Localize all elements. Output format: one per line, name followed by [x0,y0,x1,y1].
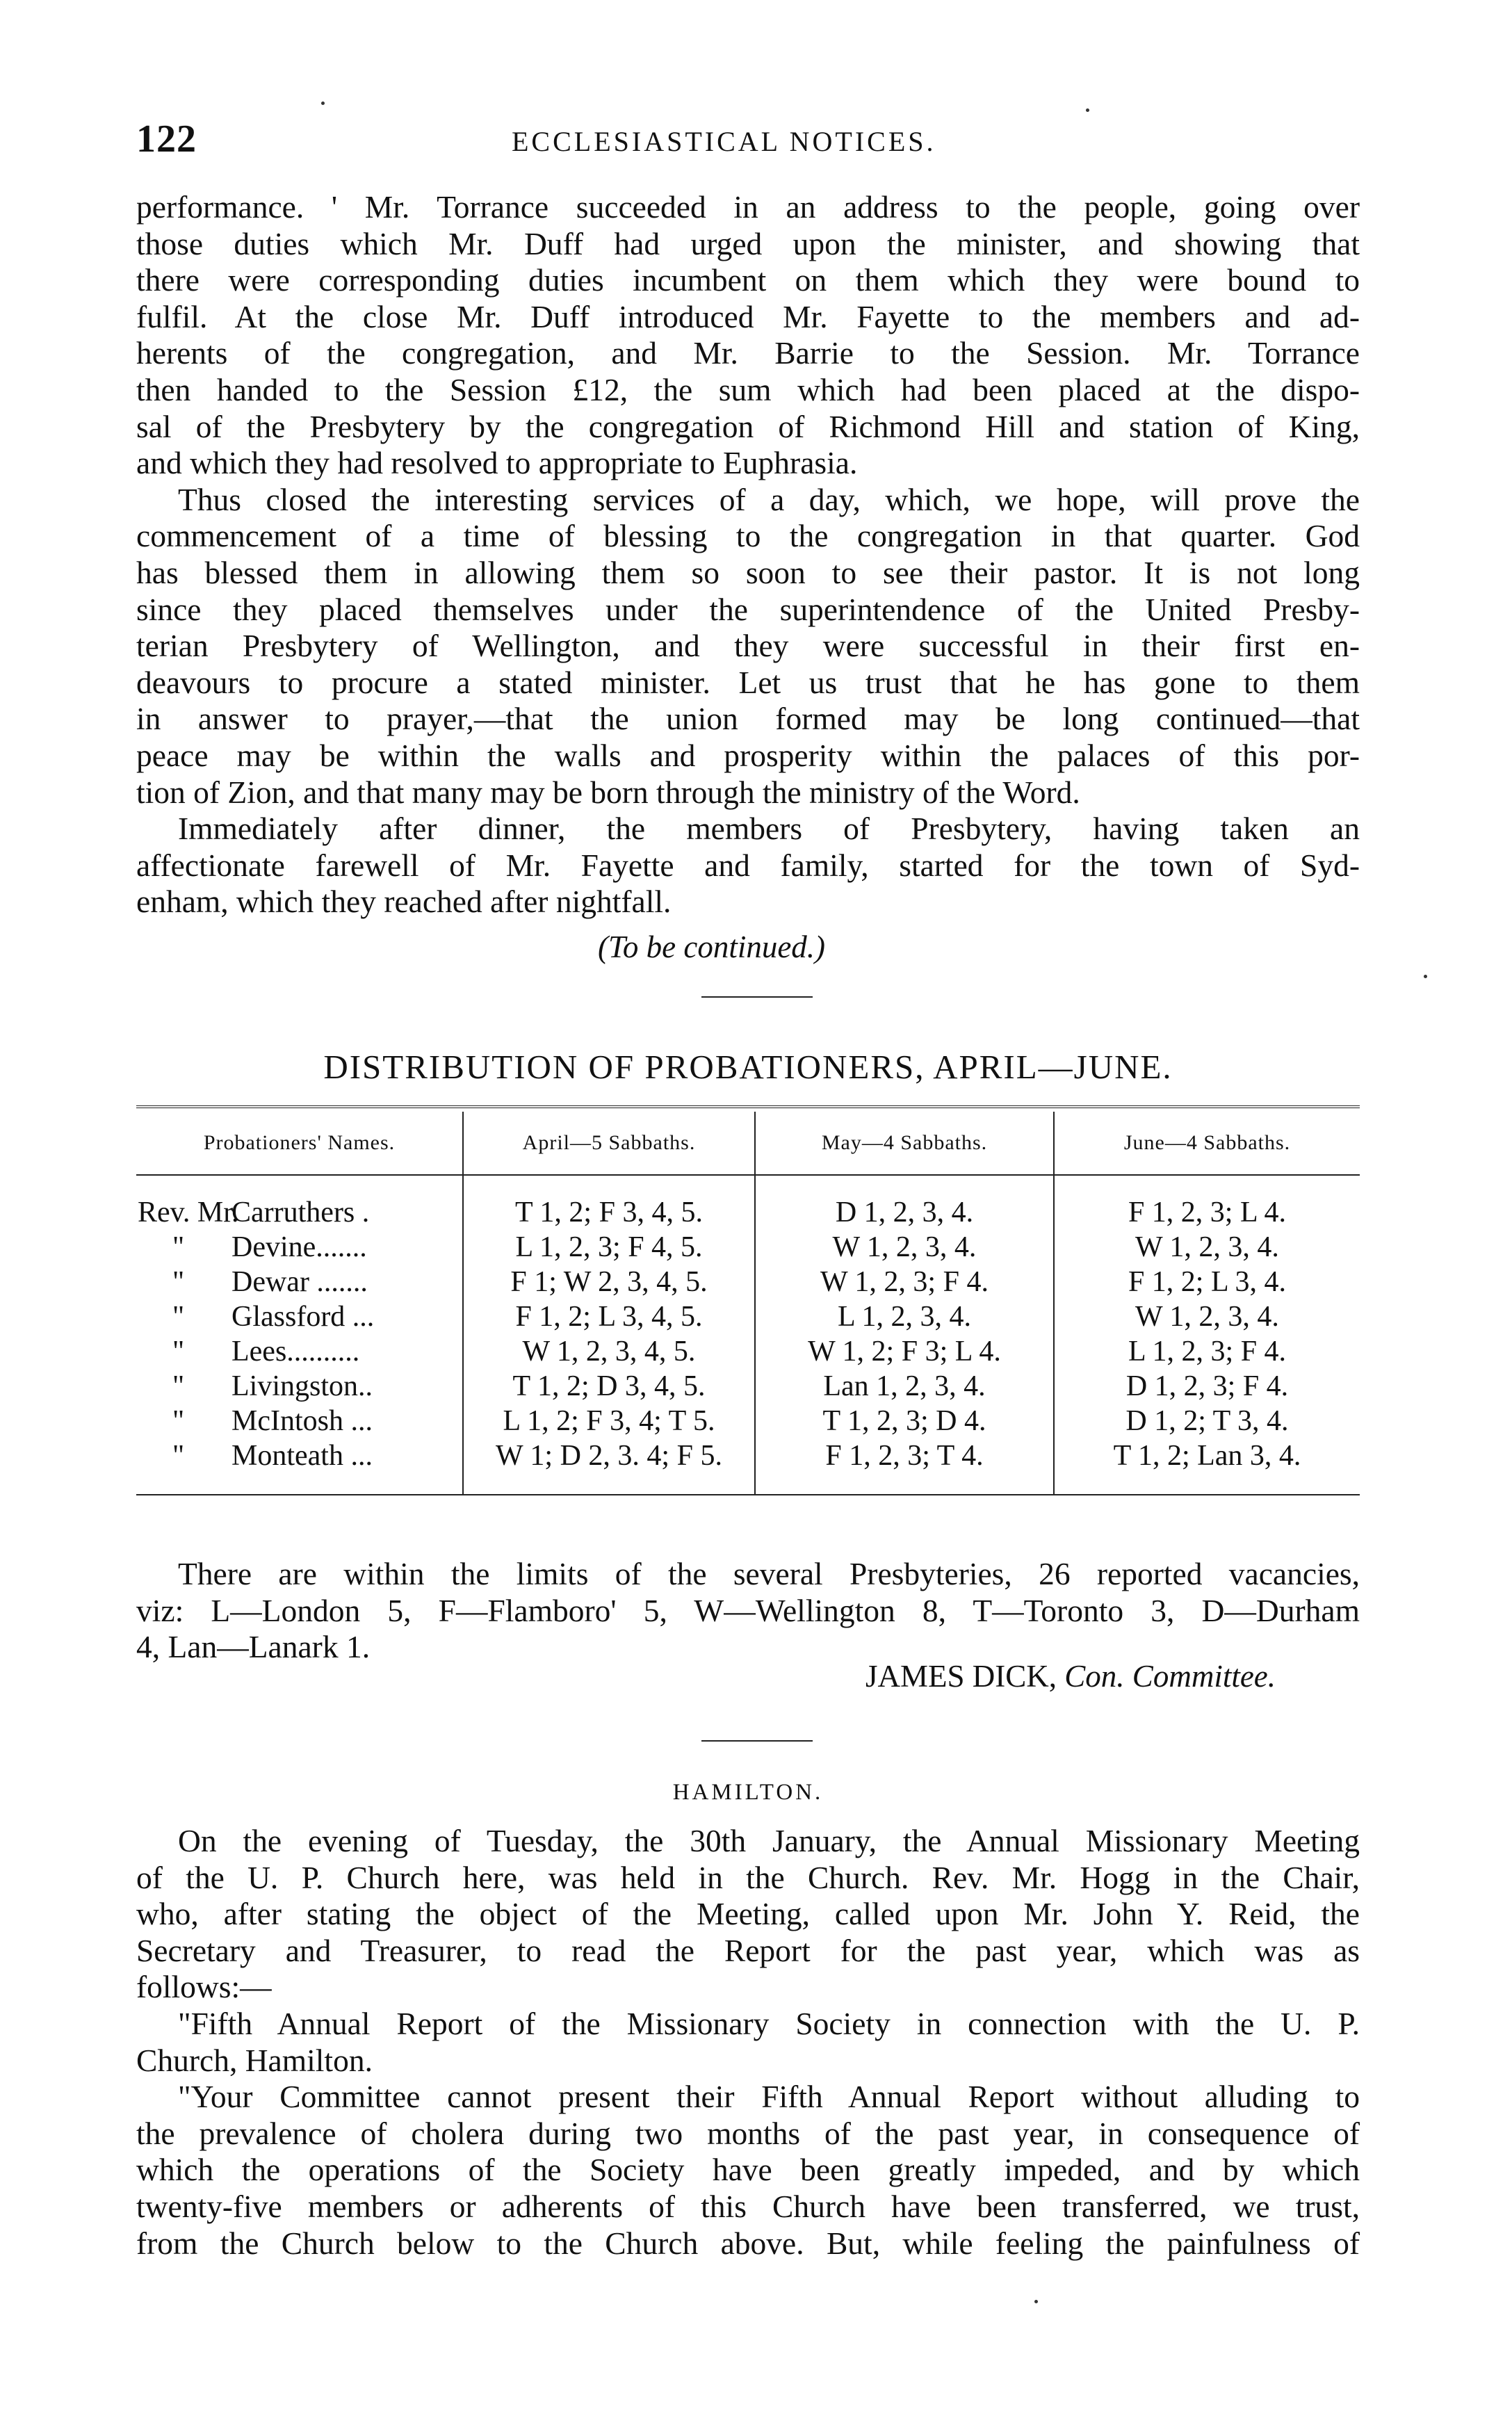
table-row [136,1369,1360,1404]
name-text: Glassford ... [231,1301,375,1333]
probationer-name [136,1334,463,1369]
print-speck [321,102,325,105]
text-line: the prevalence of cholera during two months of the past year, in consequence of [136,2115,1360,2151]
print-speck [1086,108,1089,112]
print-speck [1034,2300,1038,2303]
name-text: Dewar ....... [231,1266,368,1298]
to-be-continued: (To be continued.) [598,930,826,964]
june-cell: F 1, 2, 3; L 4. [1054,1175,1360,1230]
print-speck [1424,975,1427,978]
signature-name: JAMES DICK, [865,1659,1057,1694]
header-names: Probationers' Names. [136,1112,463,1175]
paragraph-3 [136,811,1360,920]
text-line: "Your Committee cannot present their Fifth Annual Report without alluding to [178,2079,1360,2115]
may-cell: W 1, 2, 3; F 4. [755,1265,1054,1299]
name-prefix: " [172,1440,185,1472]
name-prefix: " [172,1405,185,1437]
page-number: 122 [136,117,197,161]
vacancies-note [136,1556,1360,1666]
may-cell: T 1, 2, 3; D 4. [755,1404,1054,1438]
text-line: fulfil. At the close Mr. Duff introduced Mr. Fayette to the members and ad- [136,298,1360,334]
hamilton-article [136,1823,1360,2262]
header-june: June—4 Sabbaths. [1054,1112,1360,1175]
header-april: April—5 Sabbaths. [463,1112,755,1175]
table-bottom-rule [136,1494,1360,1495]
may-cell: Lan 1, 2, 3, 4. [755,1369,1054,1404]
june-cell: D 1, 2, 3; F 4. [1054,1369,1360,1404]
table-row [136,1334,1360,1369]
table-row [136,1175,1360,1230]
april-cell: L 1, 2, 3; F 4, 5. [463,1230,755,1265]
name-text: McIntosh ... [231,1405,373,1437]
probationer-name [136,1175,463,1230]
probationer-name [136,1299,463,1334]
text-line: Church, Hamilton. [136,2042,373,2078]
name-prefix: " [172,1231,185,1263]
text-line: in answer to prayer,—that the union formed may be long continued—that [136,701,1360,737]
june-cell: W 1, 2, 3, 4. [1054,1299,1360,1334]
probationers-table [136,1105,1360,1495]
april-cell: W 1, 2, 3, 4, 5. [463,1334,755,1369]
hamilton-paragraph-3 [136,2079,1360,2262]
table-header-row [136,1112,1360,1175]
june-cell: L 1, 2, 3; F 4. [1054,1334,1360,1369]
hamilton-paragraph-1 [136,1823,1360,2006]
may-cell: L 1, 2, 3, 4. [755,1299,1054,1334]
text-line: There are within the limits of the several Presbyteries, 26 reported vacancies, [178,1556,1360,1591]
text-line: commencement of a time of blessing to the congregation in that quarter. God [136,518,1360,554]
text-line: follows:— [136,1969,272,2005]
text-line: 4, Lan—Lanark 1. [136,1629,371,1665]
text-line: of the U. P. Church here, was held in the Church. Rev. Mr. Hogg in the Chair, [136,1859,1360,1895]
text-line: those duties which Mr. Duff had urged upon the minister, and showing that [136,225,1360,261]
may-cell: W 1, 2, 3, 4. [755,1230,1054,1265]
hamilton-paragraph-2 [136,2006,1360,2079]
divider [701,1740,813,1742]
text-line: performance. ' Mr. Torrance succeeded in an address to the people, going over [136,189,1360,225]
text-line: viz: L—London 5, F—Flamboro' 5, W—Wellington 8, T—Toronto 3, D—Durham [136,1592,1360,1628]
text-line: which the operations of the Society have been greatly impeded, and by which [136,2152,1360,2188]
text-line: enham, which they reached after nightfall. [136,884,672,920]
text-line: deavours to procure a stated minister. Let us trust that he has gone to them [136,664,1360,700]
text-line: since they placed themselves under the superintendence of the United Presby- [136,591,1360,627]
text-line: tion of Zion, and that many may be born through the ministry of the Word. [136,774,1080,810]
text-line: from the Church below to the Church above. But, while feeling the painfulness of [136,2225,1360,2261]
may-cell: D 1, 2, 3, 4. [755,1175,1054,1230]
name-text: Lees.......... [231,1336,360,1368]
probationer-name [136,1438,463,1494]
name-text: Monteath ... [231,1440,373,1472]
table-row [136,1265,1360,1299]
text-line: Immediately after dinner, the members of Presbytery, having taken an [178,811,1360,847]
probationer-name [136,1404,463,1438]
name-text: Devine....... [231,1231,367,1263]
name-prefix: Rev. Mr. [138,1197,239,1228]
june-cell: F 1, 2; L 3, 4. [1054,1265,1360,1299]
table-row [136,1438,1360,1494]
text-line: Secretary and Treasurer, to read the Report for the past year, which was as [136,1932,1360,1968]
april-cell: T 1, 2; D 3, 4, 5. [463,1369,755,1404]
june-cell: D 1, 2; T 3, 4. [1054,1404,1360,1438]
april-cell: L 1, 2; F 3, 4; T 5. [463,1404,755,1438]
april-cell: T 1, 2; F 3, 4, 5. [463,1175,755,1230]
text-line: twenty-five members or adherents of this Church have been transferred, we trust, [136,2188,1360,2224]
text-line: who, after stating the object of the Meeting, called upon Mr. John Y. Reid, the [136,1896,1360,1932]
april-cell: F 1; W 2, 3, 4, 5. [463,1265,755,1299]
text-line: peace may be within the walls and prosperity within the palaces of this por- [136,737,1360,773]
page-header [136,117,1360,165]
table-top-rule [136,1105,1360,1112]
text-line: Thus closed the interesting services of a day, which, we hope, will prove the [178,481,1360,517]
table-row [136,1299,1360,1334]
text-line: sal of the Presbytery by the congregation of Richmond Hill and station of King, [136,408,1360,444]
name-prefix: " [172,1370,185,1402]
may-cell: W 1, 2; F 3; L 4. [755,1334,1054,1369]
name-text: Carruthers . [231,1197,370,1228]
name-prefix: " [172,1266,185,1298]
signature [865,1658,1276,1694]
april-cell: F 1, 2; L 3, 4, 5. [463,1299,755,1334]
distribution-title: DISTRIBUTION OF PROBATIONERS, APRIL—JUNE. [323,1048,1173,1086]
name-text: Livingston.. [231,1370,373,1402]
vacancies-paragraph [136,1556,1360,1666]
probationer-name [136,1369,463,1404]
paragraph-2 [136,482,1360,811]
probationer-name [136,1265,463,1299]
april-cell: W 1; D 2, 3. 4; F 5. [463,1438,755,1494]
june-cell: T 1, 2; Lan 3, 4. [1054,1438,1360,1494]
table-row [136,1230,1360,1265]
text-line: and which they had resolved to appropriate to Euphrasia. [136,445,858,481]
name-prefix: " [172,1336,185,1368]
text-line: herents of the congregation, and Mr. Barrie to the Session. Mr. Torrance [136,335,1360,371]
text-line: On the evening of Tuesday, the 30th January, the Annual Missionary Meeting [178,1823,1360,1858]
may-cell: F 1, 2, 3; T 4. [755,1438,1054,1494]
june-cell: W 1, 2, 3, 4. [1054,1230,1360,1265]
running-title: ECCLESIASTICAL NOTICES. [512,126,936,157]
name-prefix: " [172,1301,185,1333]
probationer-name [136,1230,463,1265]
table-row [136,1404,1360,1438]
text-line: affectionate farewell of Mr. Fayette and family, started for the town of Syd- [136,847,1360,883]
article-continuation [136,189,1360,920]
text-line: then handed to the Session £12, the sum which had been placed at the dispo- [136,371,1360,407]
text-line: has blessed them in allowing them so soon to see their pastor. It is not long [136,554,1360,590]
signature-title: Con. Committee. [1064,1659,1276,1694]
text-line: there were corresponding duties incumbent on them which they were bound to [136,262,1360,298]
section-heading: HAMILTON. [672,1780,824,1805]
text-line: "Fifth Annual Report of the Missionary Society in connection with the U. P. [178,2005,1360,2041]
paragraph-1 [136,189,1360,482]
text-line: terian Presbytery of Wellington, and they were successful in their first en- [136,628,1360,664]
header-may: May—4 Sabbaths. [755,1112,1054,1175]
divider [701,996,813,998]
